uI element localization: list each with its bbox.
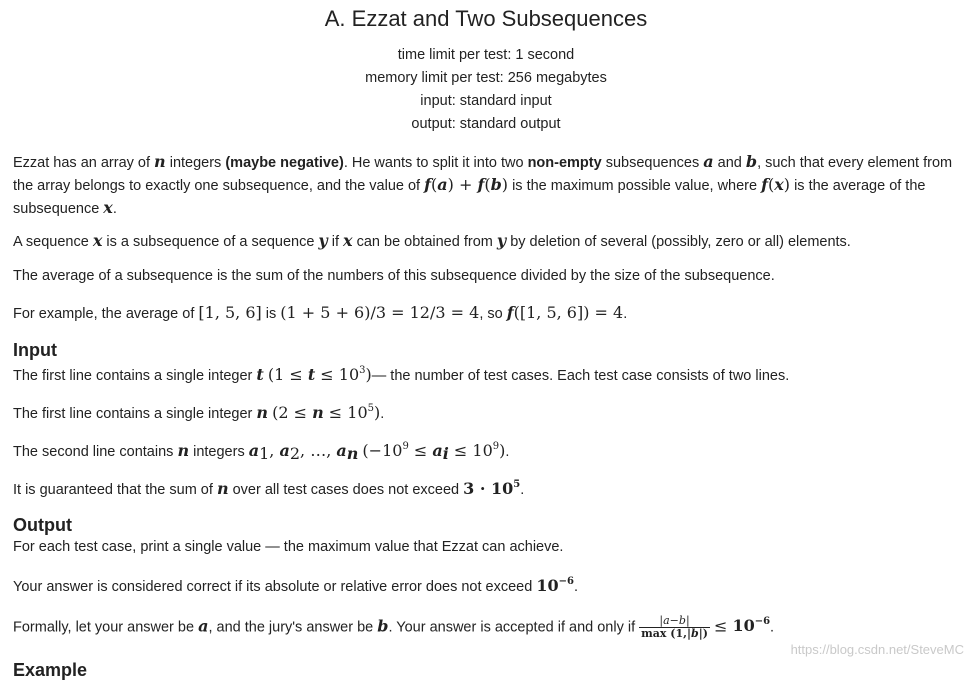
statement-paragraph-2: A sequence x is a subsequence of a sequence y if x can be obtained from y by deletion of several (possibly, zero or all) elements. [13,231,851,250]
input-paragraph-3: The second line contains n integers $a_1$, $a_2$, …, $a_n$ $(-10^9 \le a_i \le 10^9)$. [13,441,510,463]
problem-title: A. Ezzat and Two Subsequences [324,6,648,31]
output-paragraph-1: For each test case, print a single value — the maximum value that Ezzat can achieve. [13,539,564,555]
time-limit: time limit per test: 1 second [397,47,575,63]
input-heading: Input [13,340,57,360]
output-paragraph-2: Your answer is considered correct if its absolute or relative error does not exceed $10^{-6}$. [13,576,578,595]
memory-limit: memory limit per test: 256 megabytes [365,70,607,86]
input-paragraph-2: The first line contains a single integer n $(2 \le n \le 10^5)$. [13,403,385,422]
error-fraction: $\frac{|a-b|}{\max (1,|b|)}$ [641,614,708,640]
output-paragraph-3: Formally, let your answer be a, and the jury's answer be b. Your answer is accepted if and only if $\frac{|a-b|}{\max (1,|b|)}$ ≤ $10^{-6}$. [13,614,775,640]
watermark: https://blog.csdn.net/SteveMC [790,642,964,657]
input-paragraph-4: It is guaranteed that the sum of n over all test cases does not exceed $3 \cdot 10^5$. [13,479,525,498]
statement-paragraph-4: For example, the average of [1, 5, 6] is (1 + 5 + 6)/3 = 12/3 = 4, so f([1, 5, 6]) = 4. [13,303,628,322]
statement-paragraph-1: Ezzat has an array of n integers (maybe negative). He wants to split it into two non-empty subsequences a and b, such that every element from the array belongs to exactly one subsequence, and the value of f(a) + f(b) is the maximum possible value, where f(x) is the average of the subsequence x. [13,152,953,217]
output-heading: Output [13,515,72,535]
input-paragraph-1: The first line contains a single integer t $(1 \le t \le 10^3)—$ the number of test cases. Each test case consists of two lines. [13,365,790,384]
statement-paragraph-3: The average of a subsequence is the sum of the numbers of this subsequence divided by the size of the subsequence. [13,268,775,284]
example-heading: Example [13,660,88,680]
output-source: output: standard output [411,116,561,132]
input-source: input: standard input [420,93,552,109]
